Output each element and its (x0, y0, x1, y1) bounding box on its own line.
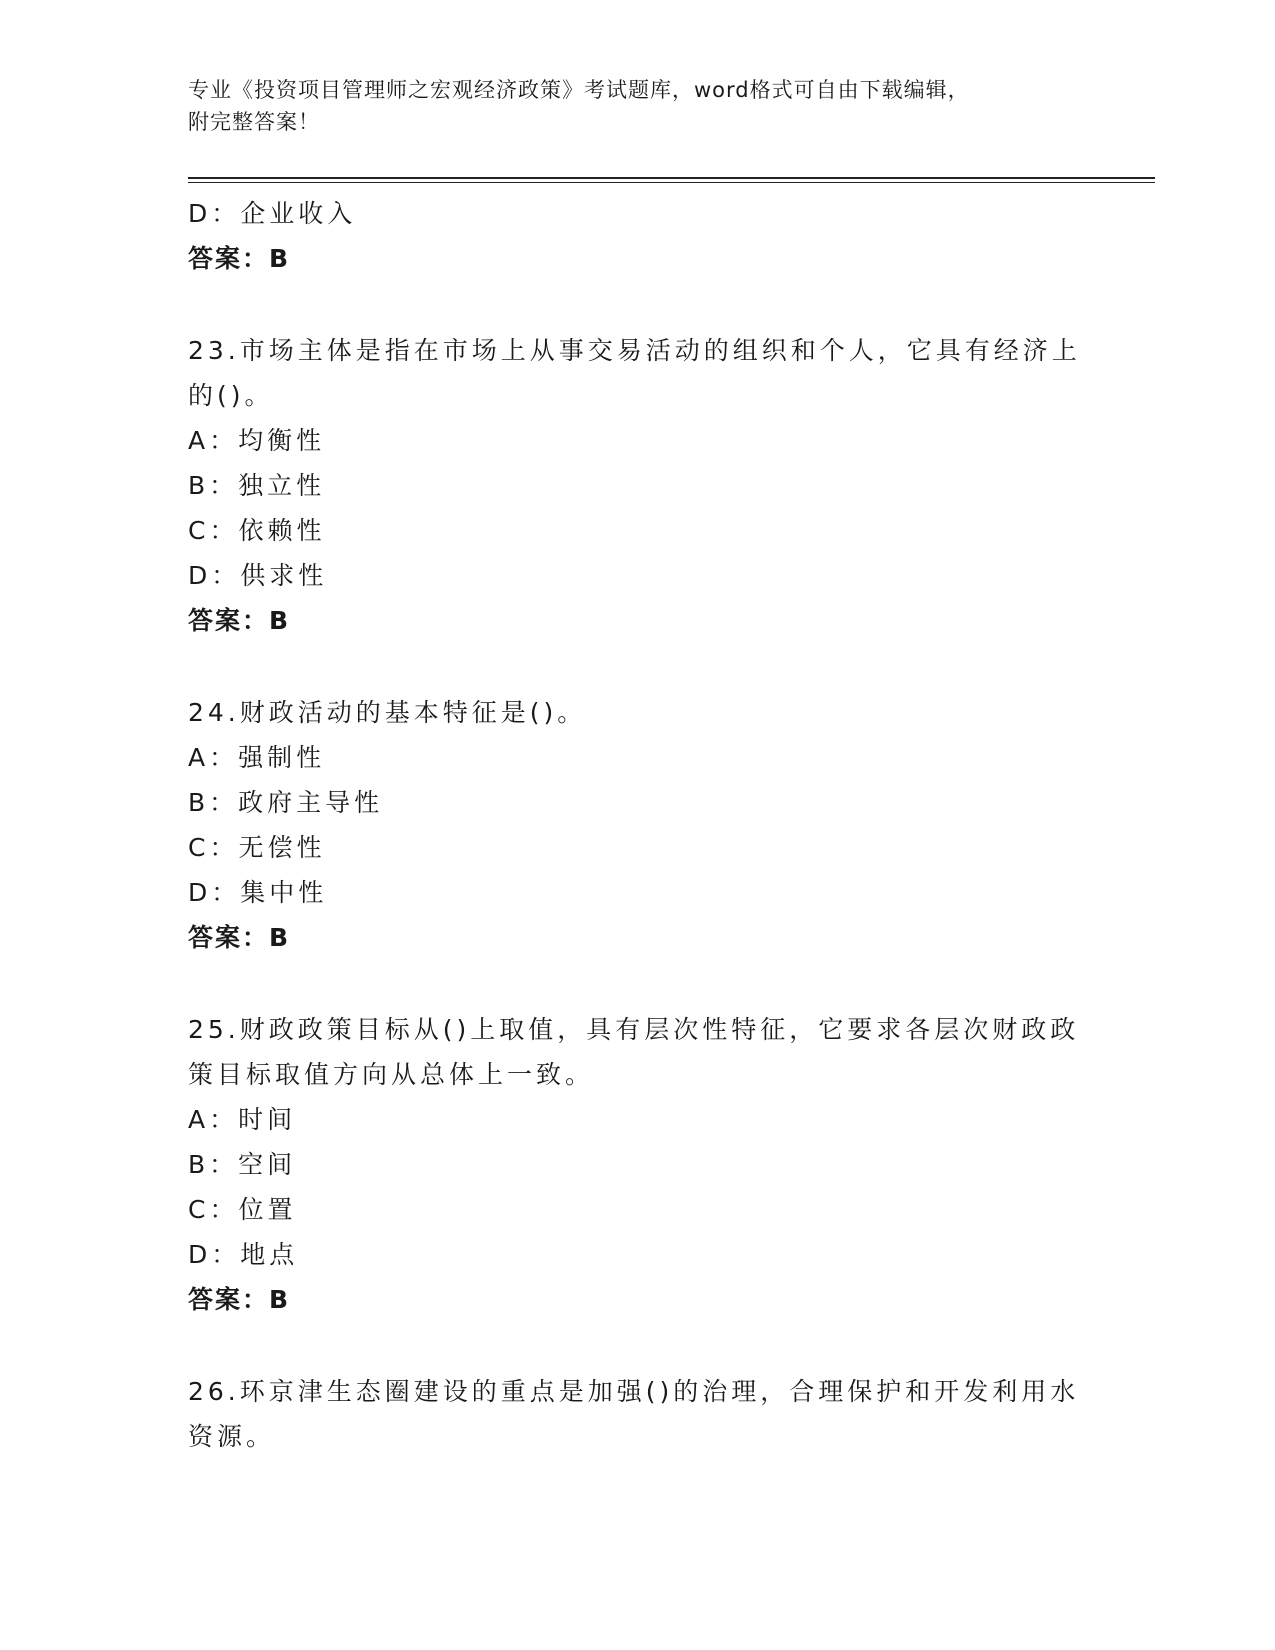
question-text-line-2: 的()。 (188, 381, 274, 410)
option-d: D：集中性 (188, 878, 328, 907)
question-23 (188, 328, 1088, 643)
question-text-line-1: 23.市场主体是指在市场上从事交易活动的组织和个人，它具有经济上 (188, 336, 1081, 365)
option-c: C：位置 (188, 1195, 297, 1224)
question-text-line-1: 26.环京津生态圈建设的重点是加强()的治理，合理保护和开发利用水 (188, 1377, 1080, 1406)
option-c: C：依赖性 (188, 516, 326, 545)
header-divider-thin (188, 182, 1155, 183)
header-divider-thick (188, 177, 1155, 179)
question-text-line-2: 资源。 (188, 1422, 276, 1451)
question-text-line-2: 策目标取值方向从总体上一致。 (188, 1060, 595, 1089)
option-a: A：强制性 (188, 743, 326, 772)
option-d: D：供求性 (188, 561, 328, 590)
question-26 (188, 1369, 1088, 1459)
question-text-line-1: 25.财政政策目标从()上取值，具有层次性特征，它要求各层次财政政 (188, 1015, 1080, 1044)
option-b: B：空间 (188, 1150, 297, 1179)
option-a: A：均衡性 (188, 426, 326, 455)
question-25 (188, 1007, 1088, 1322)
header-line-1: 专业《投资项目管理师之宏观经济政策》考试题库，word格式可自由下载编辑， (188, 78, 970, 102)
option-b: B：政府主导性 (188, 788, 384, 817)
answer: 答案：B (188, 244, 291, 273)
answer: 答案：B (188, 923, 291, 952)
option-c: C：无偿性 (188, 833, 326, 862)
page-header (188, 74, 1088, 138)
option-d: D：企业收入 (188, 199, 357, 228)
option-b: B：独立性 (188, 471, 326, 500)
answer: 答案：B (188, 1285, 291, 1314)
question-text-line-1: 24.财政活动的基本特征是()。 (188, 698, 587, 727)
header-line-2: 附完整答案！ (188, 110, 320, 134)
option-a: A：时间 (188, 1105, 297, 1134)
answer: 答案：B (188, 606, 291, 635)
question-list (188, 191, 1088, 1459)
question-24 (188, 690, 1088, 960)
option-d: D：地点 (188, 1240, 299, 1269)
